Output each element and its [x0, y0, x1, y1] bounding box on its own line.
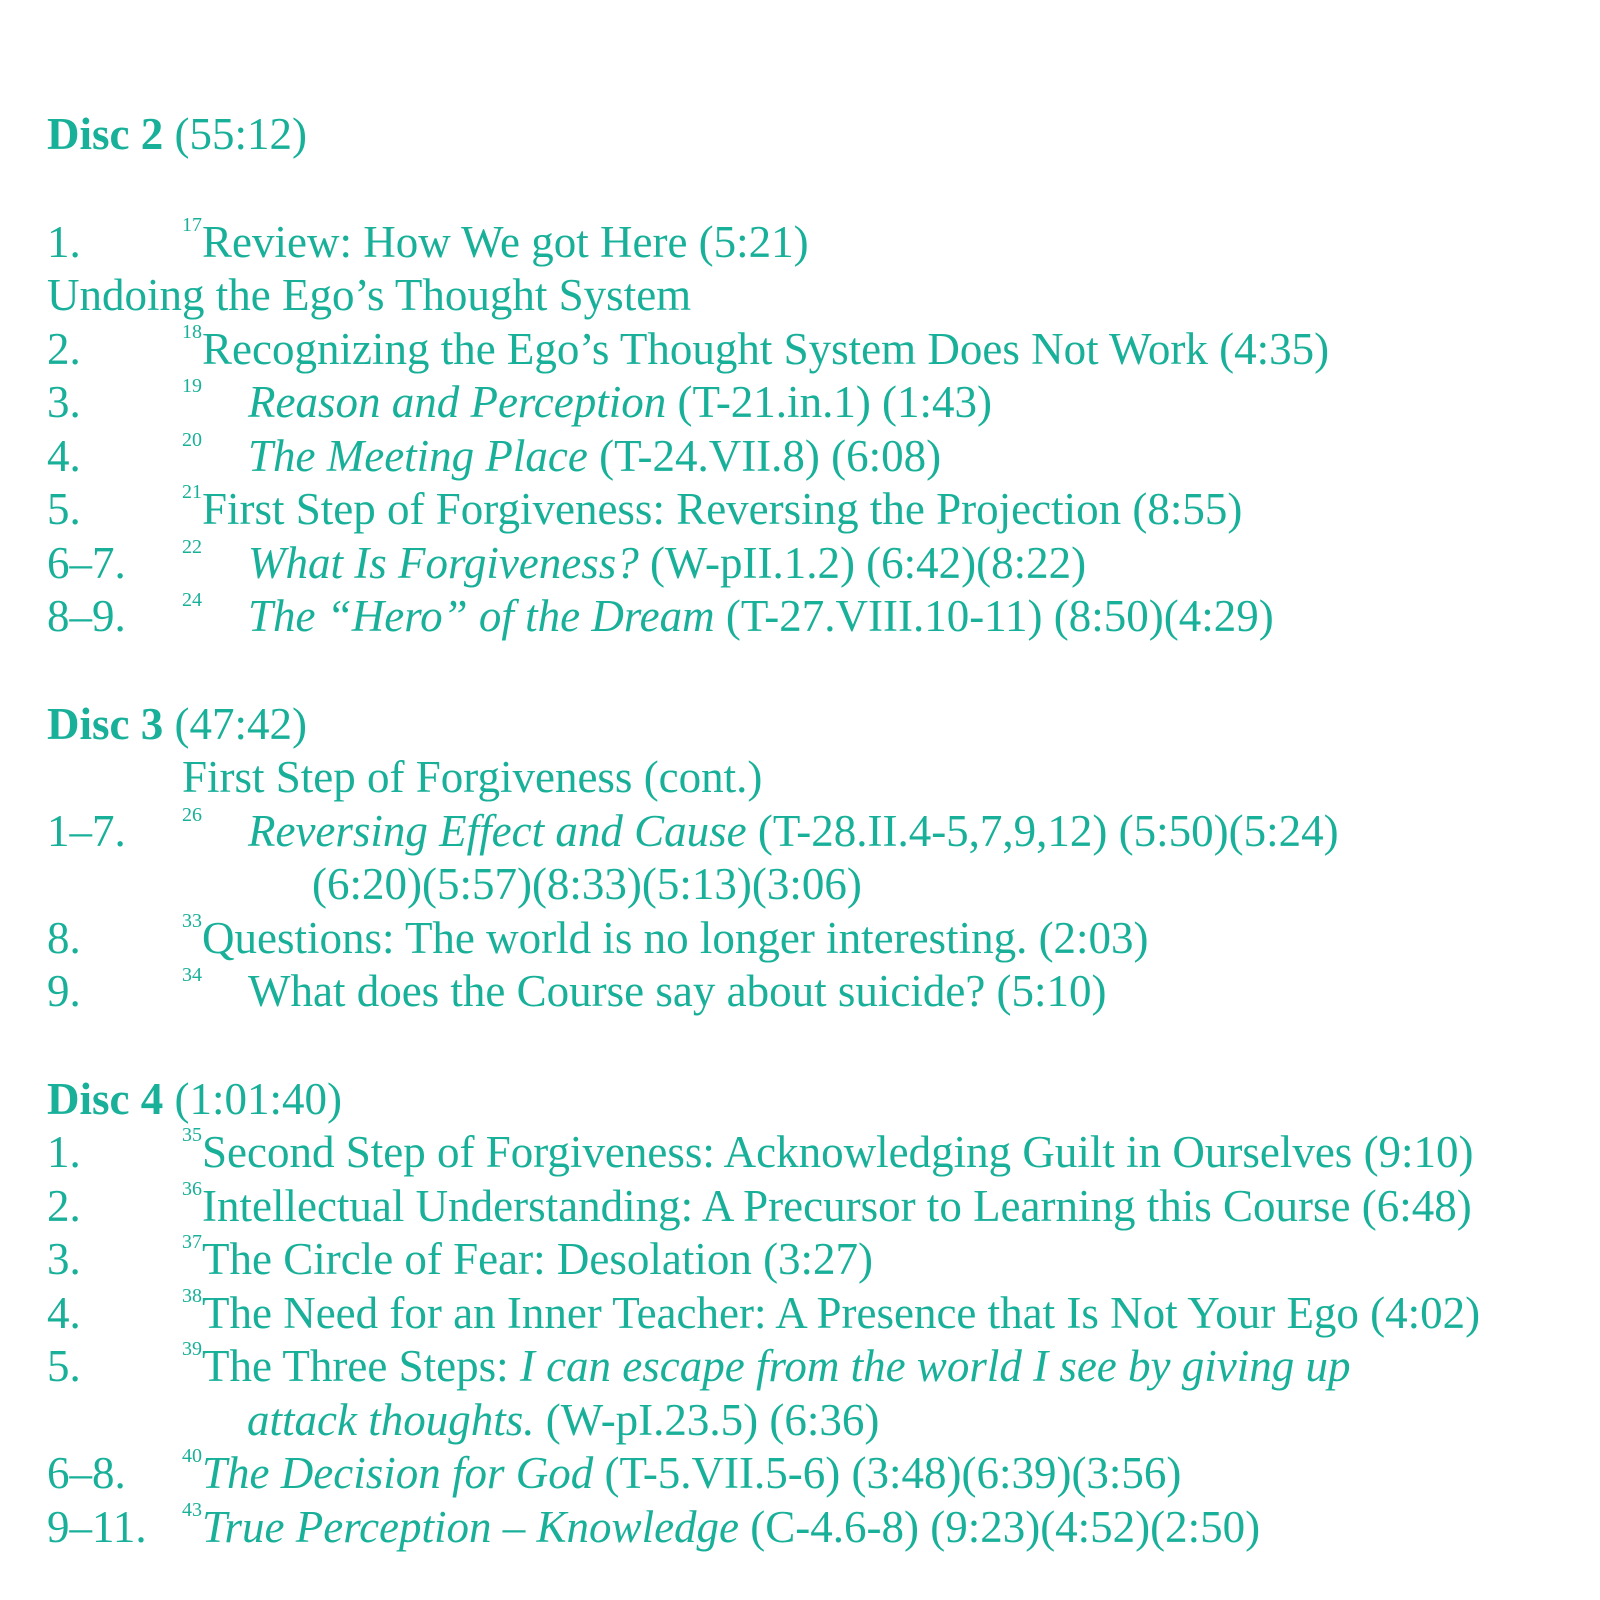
track-number: 3. — [47, 1234, 81, 1284]
disc-2-heading — [47, 108, 1587, 162]
track-title: Questions: The world is no longer interesting. (2:03) — [202, 912, 1149, 963]
track-row: 9. 34 What does the Course say about suicide? (5:10) — [47, 965, 1587, 1019]
track-number: 1–7. — [47, 805, 126, 856]
track-title: What Is Forgiveness? — [248, 537, 639, 588]
footnote-marker: 36 — [182, 1177, 202, 1200]
track-continuation: (6:20)(5:57)(8:33)(5:13)(3:06) — [312, 859, 862, 909]
footnote-marker: 40 — [182, 1445, 202, 1467]
track-number: 6–7. — [47, 537, 126, 588]
track-number: 5. — [47, 1341, 81, 1391]
footnote-marker: 33 — [182, 909, 202, 932]
track-number: 9. — [47, 966, 81, 1016]
track-title: Second Step of Forgiveness: Acknowledging Guilt in Ourselves (9:10) — [202, 1127, 1474, 1177]
track-reference: (C-4.6-8) (9:23)(4:52)(2:50) — [739, 1501, 1261, 1552]
footnote-marker: 21 — [182, 481, 202, 503]
section-heading: First Step of Forgiveness (cont.) — [182, 752, 763, 802]
track-quote: I can escape from the world I see by giving up — [519, 1341, 1351, 1391]
footnote-marker: 18 — [182, 320, 202, 343]
track-row — [47, 1177, 1587, 1234]
track-number: 1. — [47, 216, 81, 267]
track-row — [47, 213, 1587, 270]
track-title: True Perception – Knowledge — [202, 1501, 740, 1552]
track-number: 8–9. — [47, 591, 126, 641]
track-number: 8. — [47, 912, 81, 963]
track-row — [47, 1498, 1587, 1555]
footnote-marker: 17 — [182, 213, 202, 236]
disc-3-heading — [47, 698, 1587, 752]
disc-duration: (55:12) — [174, 109, 307, 159]
track-number: 2. — [47, 323, 81, 374]
track-row: 1–7. 26 Reversing Effect and Cause (T-28.II.4-5,7,9,12) (5:50)(5:24) — [47, 805, 1587, 859]
disc-label: Disc 3 — [47, 698, 164, 749]
track-row — [47, 1233, 1587, 1287]
track-row: 4. 20 The Meeting Place (T-24.VII.8) (6:08) — [47, 430, 1587, 484]
track-row — [47, 1447, 1587, 1501]
track-title: The Meeting Place — [248, 430, 588, 481]
footnote-marker: 43 — [182, 1498, 202, 1521]
track-quote-cont: attack thoughts. — [247, 1394, 535, 1445]
track-number: 3. — [47, 377, 81, 427]
track-number: 2. — [47, 1180, 81, 1231]
track-title: The Circle of Fear: Desolation (3:27) — [202, 1234, 874, 1284]
track-number: 6–8. — [47, 1448, 126, 1498]
track-row — [47, 909, 1587, 966]
track-number: 4. — [47, 1287, 81, 1338]
track-number: 9–11. — [47, 1501, 147, 1552]
footnote-marker: 37 — [182, 1231, 202, 1253]
track-reference: (T-28.II.4-5,7,9,12) (5:50)(5:24) — [746, 805, 1339, 856]
track-reference: (T-5.VII.5-6) (3:48)(6:39)(3:56) — [593, 1448, 1182, 1498]
track-listing — [47, 108, 1587, 1554]
track-title: The Decision for God — [202, 1448, 594, 1498]
track-title: Reason and Perception — [248, 377, 667, 427]
disc-duration: (47:42) — [174, 698, 307, 749]
track-row: 3. 19 Reason and Perception (T-21.in.1) (1:43) — [47, 376, 1587, 430]
track-title: The Need for an Inner Teacher: A Presence that Is Not Your Ego (4:02) — [202, 1287, 1481, 1338]
track-row: 8–9. 24 The “Hero” of the Dream (T-27.VIII.10-11) (8:50)(4:29) — [47, 590, 1587, 644]
track-title: First Step of Forgiveness: Reversing the Projection (8:55) — [202, 484, 1243, 534]
track-title: The Three Steps: — [202, 1341, 520, 1391]
track-reference: (T-27.VIII.10-11) (8:50)(4:29) — [714, 591, 1274, 641]
track-title: Intellectual Understanding: A Precursor to Learning this Course (6:48) — [202, 1180, 1472, 1231]
track-title: Review: How We got Here (5:21) — [202, 216, 809, 267]
track-row — [47, 1340, 1587, 1394]
track-continuation — [47, 1394, 1587, 1448]
track-reference: (W-pII.1.2) (6:42)(8:22) — [638, 537, 1087, 588]
disc-label: Disc 4 — [47, 1073, 164, 1124]
footnote-marker: 38 — [182, 1284, 202, 1307]
disc-4-heading — [47, 1073, 1587, 1127]
track-title: The “Hero” of the Dream — [248, 591, 715, 641]
footnote-marker: 39 — [182, 1338, 202, 1360]
footnote-marker: 35 — [182, 1124, 202, 1146]
track-row — [47, 1284, 1587, 1341]
disc-duration: (1:01:40) — [174, 1073, 342, 1124]
track-reference: (W-pI.23.5) (6:36) — [534, 1394, 880, 1445]
track-title: Reversing Effect and Cause — [248, 805, 747, 856]
track-title: What does the Course say about suicide? (5:10) — [248, 966, 1107, 1016]
track-reference: (T-24.VII.8) (6:08) — [587, 430, 942, 481]
track-number: 5. — [47, 484, 81, 534]
track-number: 1. — [47, 1127, 81, 1177]
track-row: 6–7. 22 What Is Forgiveness? (W-pII.1.2) (6:42)(8:22) — [47, 537, 1587, 591]
track-number: 4. — [47, 430, 81, 481]
section-heading: Undoing the Ego’s Thought System — [47, 270, 692, 320]
track-title: Recognizing the Ego’s Thought System Does Not Work (4:35) — [202, 323, 1330, 374]
track-reference: (T-21.in.1) (1:43) — [666, 377, 993, 427]
track-row — [47, 1126, 1587, 1180]
disc-label: Disc 2 — [47, 109, 164, 159]
track-row — [47, 483, 1587, 537]
track-row — [47, 320, 1587, 377]
